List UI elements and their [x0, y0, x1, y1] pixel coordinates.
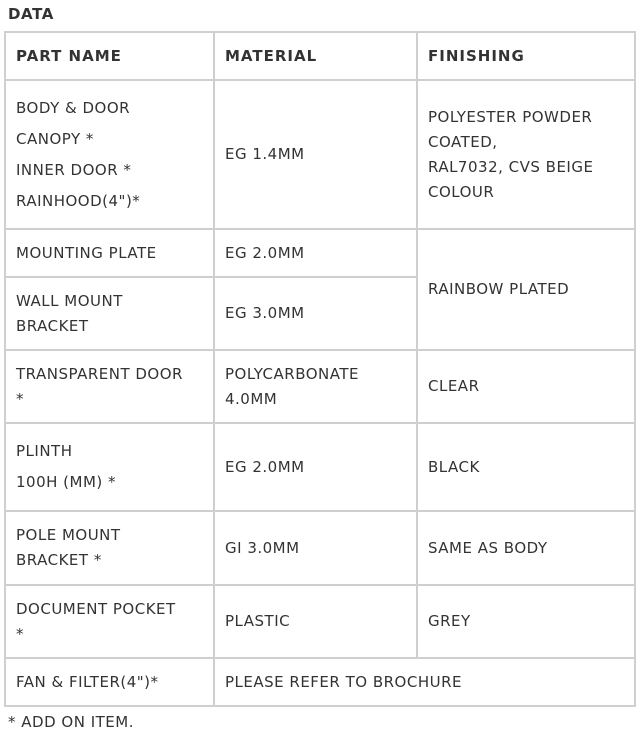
- part-line: CANOPY *: [16, 129, 94, 148]
- spec-table: [4, 31, 636, 707]
- table-row: [5, 658, 635, 706]
- finishing-line: RAL7032, CVS BEIGE: [428, 157, 594, 176]
- part-name-cell: [5, 350, 214, 423]
- table-row: [5, 423, 635, 511]
- finishing-cell: BLACK: [417, 423, 635, 511]
- part-line: PLINTH: [16, 442, 73, 460]
- material-cell: EG 2.0MM: [214, 229, 417, 277]
- part-line: WALL MOUNT: [16, 291, 123, 310]
- table-row: [5, 229, 635, 277]
- finishing-line: POLYESTER POWDER: [428, 107, 593, 126]
- finishing-cell: CLEAR: [417, 350, 635, 423]
- part-name-cell: [5, 277, 214, 350]
- header-finishing: FINISHING: [417, 32, 635, 80]
- finishing-line: COLOUR: [428, 182, 495, 201]
- part-line: BRACKET: [16, 316, 89, 335]
- material-line: POLYCARBONATE: [225, 364, 360, 383]
- part-name-cell: [5, 585, 214, 658]
- part-line: TRANSPARENT DOOR: [16, 364, 183, 383]
- header-material: MATERIAL: [214, 32, 417, 80]
- part-name-cell: FAN & FILTER(4")*: [5, 658, 214, 706]
- part-line: 100H (MM) *: [16, 473, 117, 491]
- brochure-note-cell: PLEASE REFER TO BROCHURE: [214, 658, 635, 706]
- table-row: [5, 80, 635, 229]
- material-cell: PLASTIC: [214, 585, 417, 658]
- finishing-cell: GREY: [417, 585, 635, 658]
- part-line: DOCUMENT POCKET: [16, 599, 176, 618]
- part-line: BODY & DOOR: [16, 98, 131, 117]
- part-line: RAINHOOD(4")*: [16, 191, 141, 210]
- part-name-cell: [5, 423, 214, 511]
- table-row: [5, 511, 635, 585]
- material-cell: [214, 350, 417, 423]
- part-line: INNER DOOR *: [16, 160, 132, 179]
- header-part-name: PART NAME: [5, 32, 214, 80]
- finishing-line: COATED,: [428, 132, 498, 151]
- material-line: 4.0MM: [225, 389, 278, 408]
- material-cell: EG 3.0MM: [214, 277, 417, 350]
- material-cell: EG 2.0MM: [214, 423, 417, 511]
- table-row: [5, 350, 635, 423]
- part-line: BRACKET *: [16, 551, 102, 569]
- finishing-cell: RAINBOW PLATED: [417, 229, 635, 350]
- table-row: [5, 585, 635, 658]
- part-name-cell: [5, 80, 214, 229]
- section-heading: DATA: [8, 5, 54, 23]
- part-name-cell: [5, 511, 214, 585]
- table-header-row: [5, 32, 635, 80]
- part-line: POLE MOUNT: [16, 526, 121, 544]
- part-line: *: [16, 624, 24, 643]
- finishing-cell: [417, 80, 635, 229]
- part-line: *: [16, 389, 24, 408]
- footnote: * ADD ON ITEM.: [8, 713, 134, 731]
- finishing-cell: SAME AS BODY: [417, 511, 635, 585]
- material-cell: GI 3.0MM: [214, 511, 417, 585]
- material-cell: EG 1.4MM: [214, 80, 417, 229]
- part-name-cell: MOUNTING PLATE: [5, 229, 214, 277]
